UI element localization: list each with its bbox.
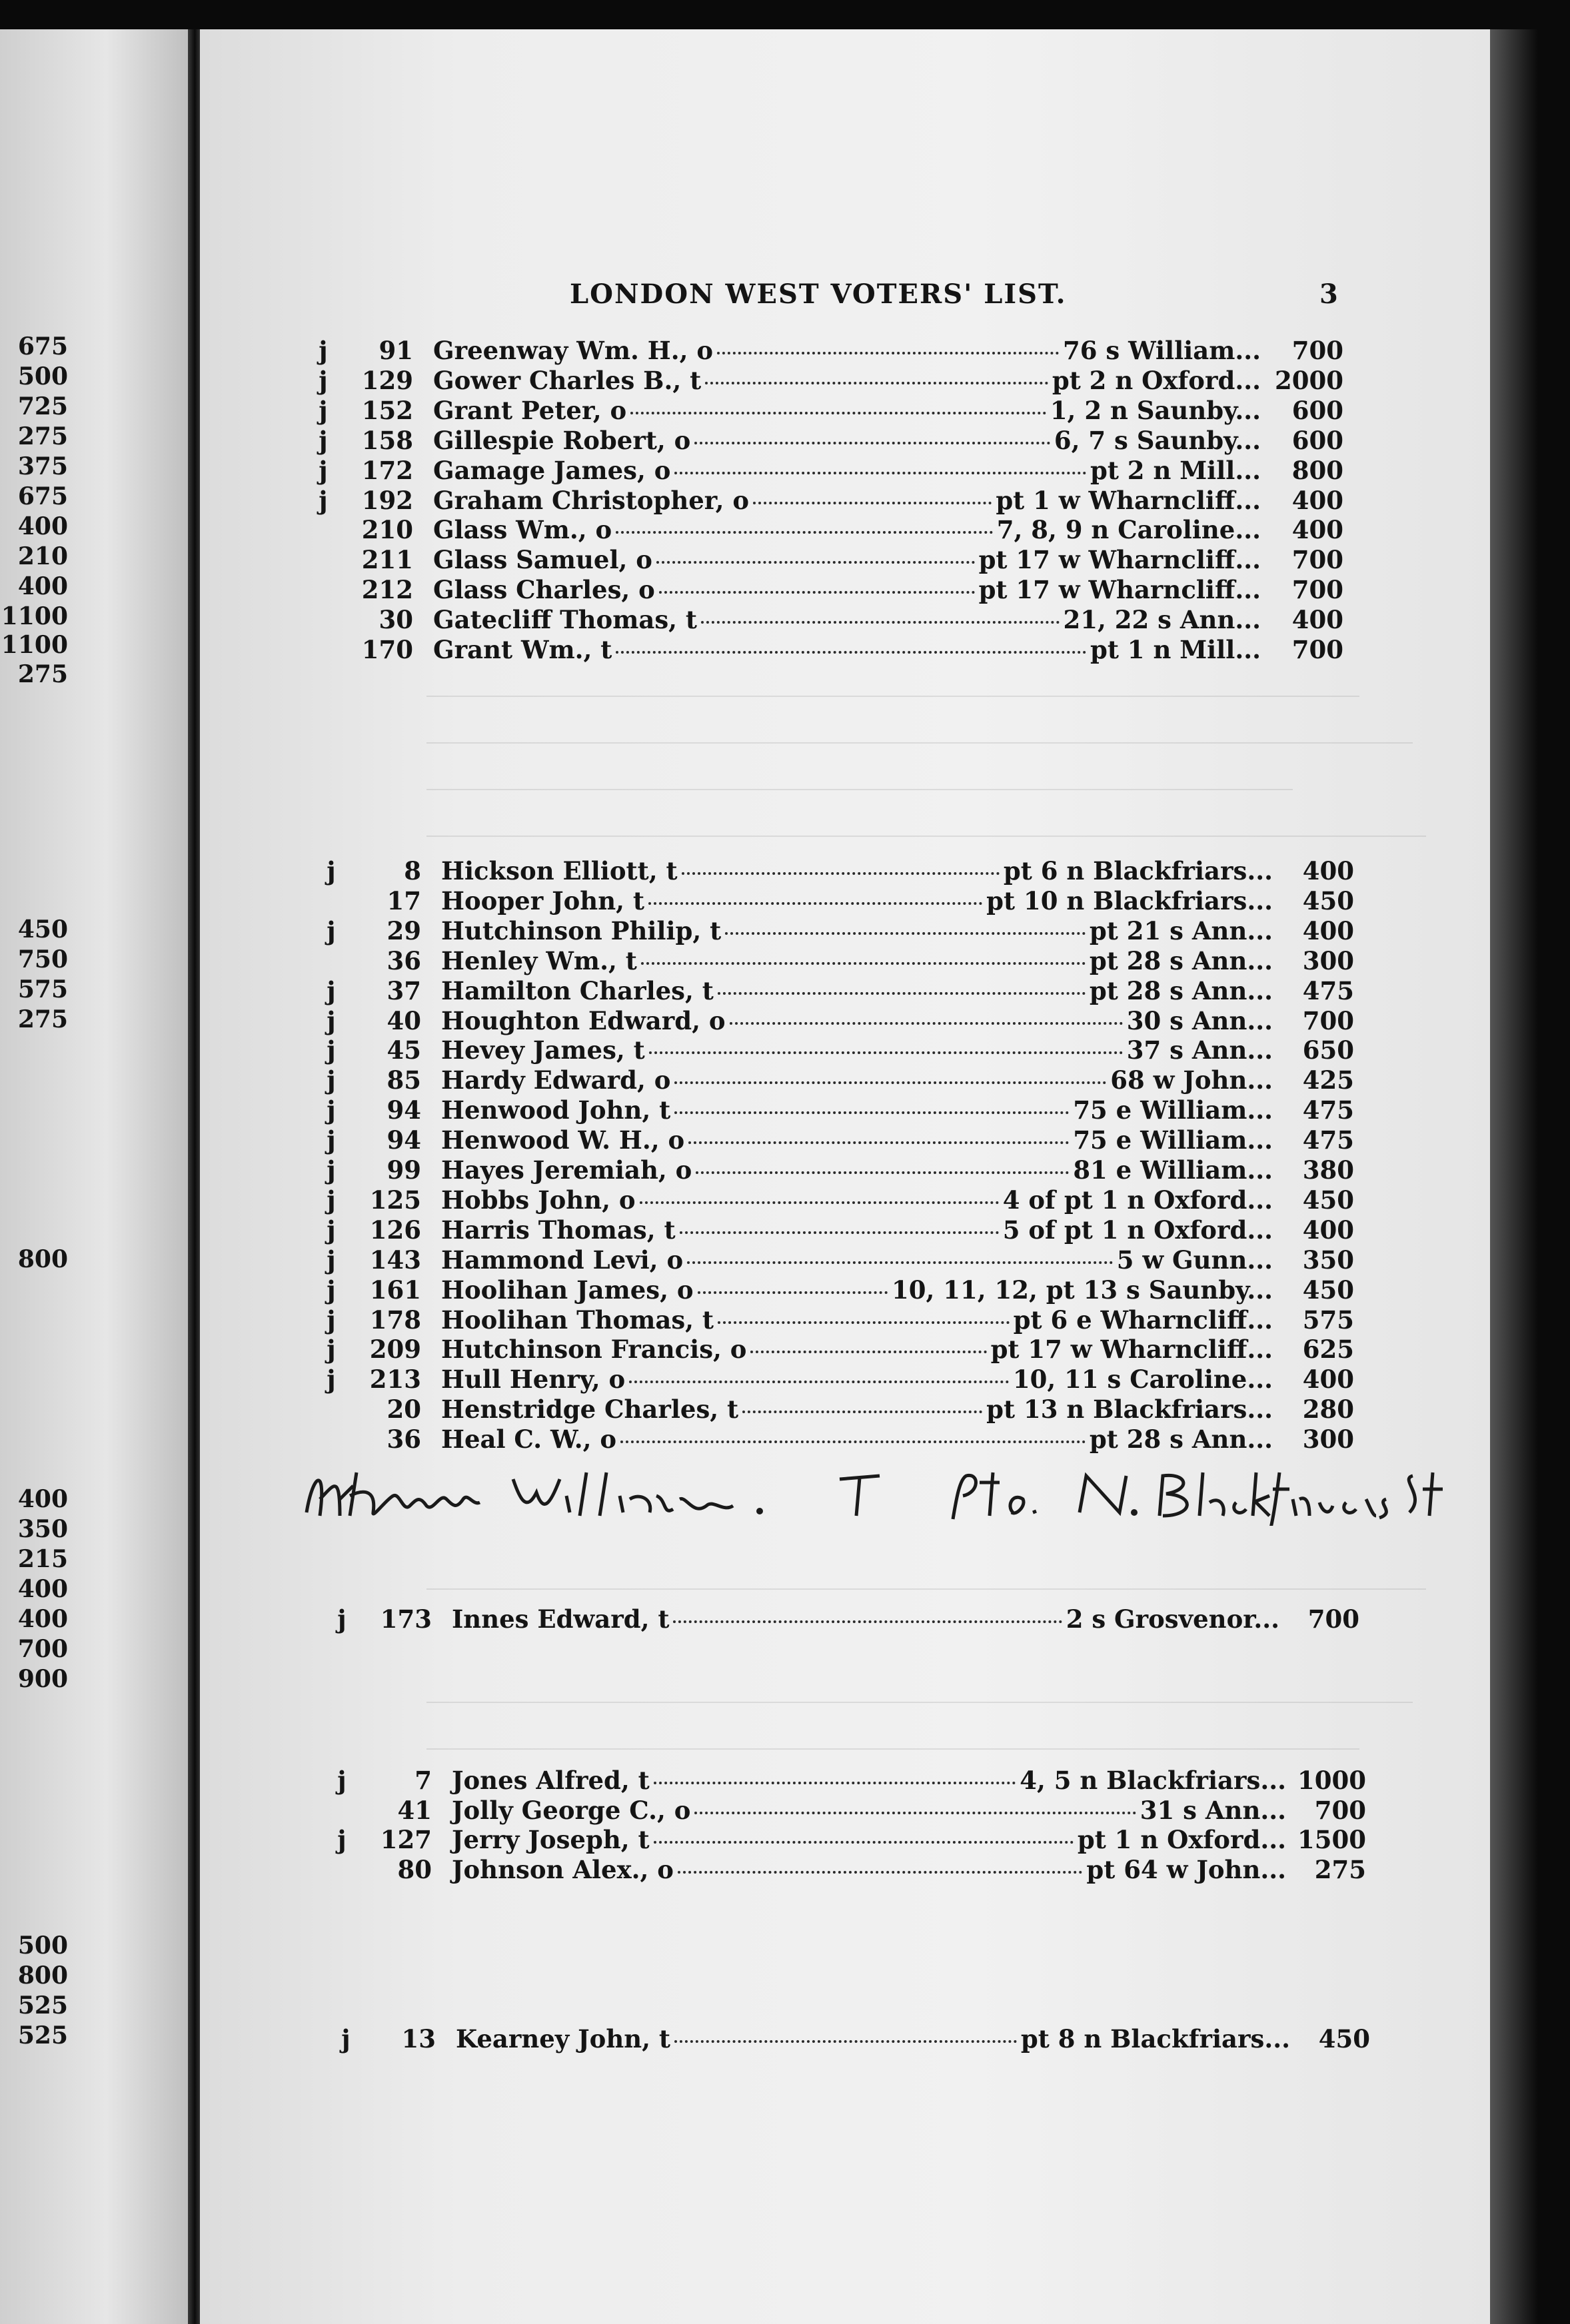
dot-leader — [696, 1155, 1069, 1174]
property-address: 10, 11 s Caroline... — [1012, 1365, 1273, 1395]
lot-number: 173 — [380, 1604, 432, 1634]
assessed-value: 600 — [1291, 425, 1343, 455]
assessed-value: 450 — [1302, 1275, 1354, 1305]
page-edge-shadow — [1490, 29, 1570, 2324]
lot-number: 178 — [369, 1305, 421, 1335]
juror-mark: j — [319, 336, 328, 365]
assessed-value: 700 — [1302, 1005, 1354, 1035]
voter-name: Greenway Wm. H., o — [433, 336, 714, 365]
juror-mark: j — [327, 1365, 336, 1395]
property-address: pt 10 n Blackfriars... — [986, 885, 1273, 915]
property-address: 81 e William... — [1073, 1155, 1273, 1185]
lot-number: 210 — [361, 515, 413, 545]
assessed-value: 400 — [1291, 605, 1343, 635]
voter-entry — [332, 1855, 1366, 1884]
dot-leader — [717, 336, 1059, 354]
voter-name: Hammond Levi, o — [441, 1245, 684, 1275]
left-page-value: 400 — [17, 512, 68, 540]
property-address: 75 e William... — [1073, 1095, 1273, 1125]
lot-number: 30 — [379, 605, 413, 635]
lot-number: 45 — [387, 1035, 421, 1065]
lot-number: 94 — [387, 1095, 421, 1125]
lot-number: 192 — [361, 485, 413, 515]
left-page-value: 800 — [17, 1245, 68, 1273]
lot-number: 161 — [369, 1275, 421, 1305]
assessed-value: 700 — [1291, 635, 1343, 664]
juror-mark: j — [327, 1005, 336, 1035]
voter-name: Hobbs John, o — [441, 1185, 636, 1215]
voter-entry — [313, 605, 1343, 634]
voter-entry — [321, 1155, 1354, 1185]
bleed-through-line — [426, 682, 1359, 697]
bleed-through-line — [426, 729, 1413, 744]
juror-mark: j — [337, 1604, 347, 1634]
lot-number: 36 — [387, 1425, 421, 1454]
left-page-value: 275 — [17, 1005, 68, 1033]
voter-name: Henwood W. H., o — [441, 1125, 685, 1155]
left-page-value: 575 — [17, 975, 68, 1003]
voter-name: Hutchinson Francis, o — [441, 1335, 747, 1365]
dot-leader — [750, 1335, 987, 1353]
voter-entry — [313, 426, 1343, 455]
lot-number: 211 — [361, 545, 413, 575]
property-address: 31 s Ann... — [1140, 1795, 1286, 1825]
assessed-value: 425 — [1302, 1065, 1354, 1095]
lot-number: 99 — [387, 1155, 421, 1185]
assessed-value: 1500 — [1297, 1825, 1366, 1855]
lot-number: 7 — [414, 1766, 432, 1795]
voter-entry — [321, 856, 1354, 885]
voter-entry — [332, 1604, 1359, 1634]
lot-number: 158 — [361, 425, 413, 455]
voter-entry — [321, 946, 1354, 975]
dot-leader — [701, 605, 1060, 624]
assessed-value: 700 — [1291, 575, 1343, 605]
property-address: pt 6 e Wharncliff... — [1013, 1305, 1273, 1335]
lot-number: 13 — [401, 2024, 436, 2053]
left-page-value: 525 — [17, 2022, 68, 2049]
voter-entry — [321, 1035, 1354, 1065]
dot-leader — [656, 545, 975, 564]
voter-name: Henwood John, t — [441, 1095, 671, 1125]
lot-number: 213 — [369, 1365, 421, 1395]
property-address: 68 w John... — [1110, 1065, 1273, 1095]
bleed-through-line — [426, 1575, 1426, 1590]
juror-mark: j — [327, 975, 336, 1005]
assessed-value: 400 — [1302, 1215, 1354, 1245]
voter-entry — [332, 1766, 1366, 1795]
property-address: 4 of pt 1 n Oxford... — [1002, 1185, 1273, 1215]
juror-mark: j — [327, 1065, 336, 1095]
left-page-value: 275 — [17, 660, 68, 688]
assessed-value: 625 — [1302, 1335, 1354, 1365]
page-title: LONDON WEST VOTERS' LIST. — [570, 279, 1067, 310]
assessed-value: 400 — [1302, 856, 1354, 885]
juror-mark: j — [327, 915, 336, 945]
voter-entry — [313, 635, 1343, 664]
lot-number: 40 — [387, 1005, 421, 1035]
property-address: pt 21 s Ann... — [1089, 915, 1273, 945]
left-page-value: 725 — [17, 392, 68, 420]
property-address: pt 8 n Blackfriars... — [1020, 2024, 1290, 2053]
property-address: pt 28 s Ann... — [1089, 1425, 1273, 1454]
dot-leader — [730, 1006, 1123, 1025]
voter-name: Henley Wm., t — [441, 945, 637, 975]
lot-number: 37 — [387, 975, 421, 1005]
left-page-value: 1100 — [1, 631, 68, 659]
dot-leader — [674, 2024, 1017, 2043]
dot-leader — [753, 486, 992, 504]
juror-mark: j — [327, 1155, 336, 1185]
dot-leader — [673, 1604, 1062, 1623]
bleed-through-line — [426, 1688, 1413, 1703]
juror-mark: j — [319, 455, 328, 485]
voter-entry — [321, 1365, 1354, 1394]
assessed-value: 350 — [1302, 1245, 1354, 1275]
juror-mark: j — [319, 365, 328, 395]
dot-leader — [674, 1065, 1106, 1084]
lot-number: 170 — [361, 635, 413, 664]
property-address: pt 17 w Wharncliff... — [978, 545, 1261, 575]
lot-number: 129 — [361, 365, 413, 395]
left-page-value: 400 — [17, 1485, 68, 1513]
left-page-value: 400 — [17, 1605, 68, 1633]
left-page-value: 675 — [17, 482, 68, 510]
juror-mark: j — [337, 1825, 347, 1855]
voter-name: Gatecliff Thomas, t — [433, 605, 698, 635]
assessed-value: 275 — [1314, 1855, 1366, 1885]
voter-entry — [321, 1275, 1354, 1305]
juror-mark: j — [319, 395, 328, 425]
left-page-value: 400 — [17, 572, 68, 600]
dot-leader — [742, 1395, 982, 1413]
assessed-value: 400 — [1291, 485, 1343, 515]
voter-name: Gamage James, o — [433, 455, 671, 485]
voter-name: Hamilton Charles, t — [441, 975, 714, 1005]
left-page-value: 800 — [17, 1962, 68, 1990]
lot-number: 8 — [404, 856, 421, 885]
bleed-through-line — [426, 776, 1293, 790]
property-address: pt 17 w Wharncliff... — [978, 575, 1261, 605]
voter-entry — [321, 1425, 1354, 1454]
dot-leader — [694, 426, 1050, 444]
dot-leader — [682, 856, 1000, 875]
voter-name: Hoolihan Thomas, t — [441, 1305, 714, 1335]
voter-entry — [321, 916, 1354, 945]
left-page-value: 215 — [17, 1545, 68, 1573]
lot-number: 94 — [387, 1125, 421, 1155]
left-page-value: 750 — [17, 945, 68, 973]
voter-entry — [313, 486, 1343, 515]
left-page-value: 675 — [17, 332, 68, 360]
property-address: 1, 2 n Saunby... — [1050, 395, 1261, 425]
dot-leader — [640, 1185, 999, 1204]
voter-entry — [313, 515, 1343, 544]
juror-mark: j — [327, 1095, 336, 1125]
dot-leader — [654, 1766, 1016, 1784]
dot-leader — [630, 396, 1046, 414]
juror-mark: j — [337, 1766, 347, 1795]
juror-mark: j — [327, 1215, 336, 1245]
dot-leader — [616, 515, 993, 534]
dot-leader — [641, 946, 1086, 965]
voter-name: Graham Christopher, o — [433, 485, 750, 515]
voter-name: Grant Peter, o — [433, 395, 627, 425]
property-address: pt 64 w John... — [1086, 1855, 1286, 1885]
lot-number: 36 — [387, 945, 421, 975]
assessed-value: 600 — [1291, 395, 1343, 425]
assessed-value: 450 — [1318, 2024, 1370, 2053]
voter-name: Gillespie Robert, o — [433, 425, 691, 455]
assessed-value: 450 — [1302, 1185, 1354, 1215]
left-page-value: 450 — [17, 915, 68, 943]
dot-leader — [659, 575, 975, 594]
scan-border — [0, 0, 1570, 29]
juror-mark: j — [327, 1305, 336, 1335]
dot-leader — [654, 1825, 1074, 1844]
assessed-value: 400 — [1302, 915, 1354, 945]
voter-entry — [313, 456, 1343, 485]
assessed-value: 380 — [1302, 1155, 1354, 1185]
voter-name: Henstridge Charles, t — [441, 1395, 739, 1425]
lot-number: 209 — [369, 1335, 421, 1365]
voter-name: Hutchinson Philip, t — [441, 915, 722, 945]
assessed-value: 2000 — [1275, 365, 1343, 395]
voter-name: Hayes Jeremiah, o — [441, 1155, 692, 1185]
property-address: pt 2 n Oxford... — [1052, 365, 1261, 395]
property-address: 76 s William... — [1063, 336, 1261, 365]
assessed-value: 475 — [1302, 975, 1354, 1005]
dot-leader — [705, 366, 1048, 384]
left-page-value: 210 — [17, 542, 68, 570]
assessed-value: 400 — [1302, 1365, 1354, 1395]
left-page-value: 500 — [17, 1932, 68, 1960]
voter-entry — [313, 366, 1343, 395]
assessed-value: 700 — [1314, 1795, 1366, 1825]
dot-leader — [687, 1245, 1113, 1264]
assessed-value: 280 — [1302, 1395, 1354, 1425]
voter-entry — [321, 1245, 1354, 1275]
left-page-value: 275 — [17, 422, 68, 450]
juror-mark: j — [341, 2024, 351, 2053]
voter-entry — [321, 1395, 1354, 1424]
dot-leader — [680, 1215, 999, 1234]
voter-name: Jolly George C., o — [452, 1795, 691, 1825]
assessed-value: 300 — [1302, 945, 1354, 975]
voter-name: Jones Alfred, t — [452, 1766, 650, 1795]
property-address: 4, 5 n Blackfriars... — [1020, 1766, 1286, 1795]
assessed-value: 650 — [1302, 1035, 1354, 1065]
dot-leader — [616, 635, 1086, 654]
voter-entry — [321, 976, 1354, 1005]
assessed-value: 800 — [1291, 455, 1343, 485]
assessed-value: 475 — [1302, 1125, 1354, 1155]
dot-leader — [678, 1855, 1082, 1874]
juror-mark: j — [327, 1245, 336, 1275]
voter-entry — [313, 396, 1343, 425]
property-address: 5 w Gunn... — [1116, 1245, 1273, 1275]
voter-entry — [321, 1215, 1354, 1245]
voter-name: Innes Edward, t — [452, 1604, 670, 1634]
voter-entry — [321, 886, 1354, 915]
lot-number: 127 — [380, 1825, 432, 1855]
dot-leader — [694, 1796, 1136, 1814]
property-address: 10, 11, 12, pt 13 s Saunby... — [892, 1275, 1273, 1305]
property-address: 30 s Ann... — [1126, 1005, 1273, 1035]
lot-number: 20 — [387, 1395, 421, 1425]
property-address: 5 of pt 1 n Oxford... — [1002, 1215, 1273, 1245]
juror-mark: j — [327, 1335, 336, 1365]
voter-entry — [321, 1185, 1354, 1215]
property-address: pt 2 n Mill... — [1090, 455, 1261, 485]
juror-mark: j — [319, 425, 328, 455]
property-address: pt 13 n Blackfriars... — [986, 1395, 1273, 1425]
voter-entry — [321, 1335, 1354, 1364]
voter-entry — [332, 1825, 1366, 1854]
lot-number: 91 — [379, 336, 413, 365]
dot-leader — [718, 1305, 1010, 1324]
property-address: 6, 7 s Saunby... — [1054, 425, 1261, 455]
voter-name: Glass Wm., o — [433, 515, 612, 545]
left-page-value: 350 — [17, 1515, 68, 1543]
voter-name: Heal C. W., o — [441, 1425, 617, 1454]
dot-leader — [629, 1365, 1009, 1383]
assessed-value: 300 — [1302, 1425, 1354, 1454]
property-address: pt 1 n Mill... — [1090, 635, 1261, 664]
voter-name: Houghton Edward, o — [441, 1005, 726, 1035]
assessed-value: 400 — [1291, 515, 1343, 545]
property-address: 2 s Grosvenor... — [1066, 1604, 1279, 1634]
voter-name: Hoolihan James, o — [441, 1275, 694, 1305]
voter-name: Harris Thomas, t — [441, 1215, 676, 1245]
voter-name: Gower Charles B., t — [433, 365, 702, 395]
voter-name: Johnson Alex., o — [452, 1855, 674, 1885]
left-page-value: 375 — [17, 452, 68, 480]
property-address: pt 28 s Ann... — [1089, 975, 1273, 1005]
left-page-value: 400 — [17, 1575, 68, 1603]
dot-leader — [674, 456, 1086, 474]
lot-number: 126 — [369, 1215, 421, 1245]
voter-entry — [332, 1796, 1366, 1825]
assessed-value: 450 — [1302, 885, 1354, 915]
dot-leader — [688, 1125, 1069, 1144]
voter-name: Hardy Edward, o — [441, 1065, 671, 1095]
property-address: pt 1 w Wharncliff... — [996, 485, 1261, 515]
voter-name: Glass Charles, o — [433, 575, 655, 605]
dot-leader — [718, 976, 1086, 995]
lot-number: 152 — [361, 395, 413, 425]
property-address: 37 s Ann... — [1126, 1035, 1273, 1065]
voter-entry — [321, 1125, 1354, 1155]
dot-leader — [725, 916, 1086, 935]
juror-mark: j — [327, 1275, 336, 1305]
dot-leader — [649, 1035, 1123, 1054]
voter-entry — [321, 1006, 1354, 1035]
voter-name: Jerry Joseph, t — [452, 1825, 650, 1855]
lot-number: 29 — [387, 915, 421, 945]
juror-mark: j — [319, 485, 328, 515]
voter-entry — [321, 1095, 1354, 1125]
juror-mark: j — [327, 1125, 336, 1155]
property-address: pt 17 w Wharncliff... — [990, 1335, 1273, 1365]
juror-mark: j — [327, 856, 336, 885]
left-page-value: 500 — [17, 362, 68, 390]
property-address: pt 28 s Ann... — [1089, 945, 1273, 975]
voter-entry — [336, 2024, 1370, 2053]
page-number: 3 — [1319, 279, 1338, 310]
property-address: pt 6 n Blackfriars... — [1003, 856, 1273, 885]
voter-entry — [313, 336, 1343, 365]
assessed-value: 700 — [1307, 1604, 1359, 1634]
voter-name: Hevey James, t — [441, 1035, 645, 1065]
voter-entry — [313, 575, 1343, 604]
dot-leader — [698, 1275, 888, 1294]
juror-mark: j — [327, 1035, 336, 1065]
lot-number: 80 — [397, 1855, 432, 1885]
assessed-value: 475 — [1302, 1095, 1354, 1125]
voter-entry — [313, 545, 1343, 574]
voter-name: Kearney John, t — [456, 2024, 671, 2053]
property-address: pt 1 n Oxford... — [1077, 1825, 1286, 1855]
assessed-value: 700 — [1291, 545, 1343, 575]
voter-name: Hooper John, t — [441, 885, 644, 915]
lot-number: 143 — [369, 1245, 421, 1275]
lot-number: 17 — [387, 885, 421, 915]
voter-name: Glass Samuel, o — [433, 545, 652, 575]
lot-number: 172 — [361, 455, 413, 485]
left-page-value: 700 — [17, 1635, 68, 1663]
lot-number: 41 — [397, 1795, 432, 1825]
lot-number: 125 — [369, 1185, 421, 1215]
left-page-value: 1100 — [1, 602, 68, 630]
lot-number: 85 — [387, 1065, 421, 1095]
voter-name: Hull Henry, o — [441, 1365, 626, 1395]
left-page-value: 900 — [17, 1665, 68, 1693]
dot-leader — [648, 886, 982, 905]
lot-number: 212 — [361, 575, 413, 605]
bleed-through-line — [426, 1735, 1359, 1750]
voter-entry — [321, 1305, 1354, 1335]
dot-leader — [620, 1425, 1086, 1443]
handwritten-note — [293, 1459, 1466, 1526]
property-address: 21, 22 s Ann... — [1063, 605, 1261, 635]
voter-name: Hickson Elliott, t — [441, 856, 678, 885]
bleed-through-line — [426, 822, 1426, 837]
voter-name: Grant Wm., t — [433, 635, 612, 664]
voter-entry — [321, 1065, 1354, 1095]
property-address: 7, 8, 9 n Caroline... — [996, 515, 1261, 545]
left-page-value: 525 — [17, 1992, 68, 2020]
juror-mark: j — [327, 1185, 336, 1215]
assessed-value: 1000 — [1297, 1766, 1366, 1795]
assessed-value: 700 — [1291, 336, 1343, 365]
assessed-value: 575 — [1302, 1305, 1354, 1335]
property-address: 75 e William... — [1073, 1125, 1273, 1155]
dot-leader — [674, 1095, 1069, 1114]
